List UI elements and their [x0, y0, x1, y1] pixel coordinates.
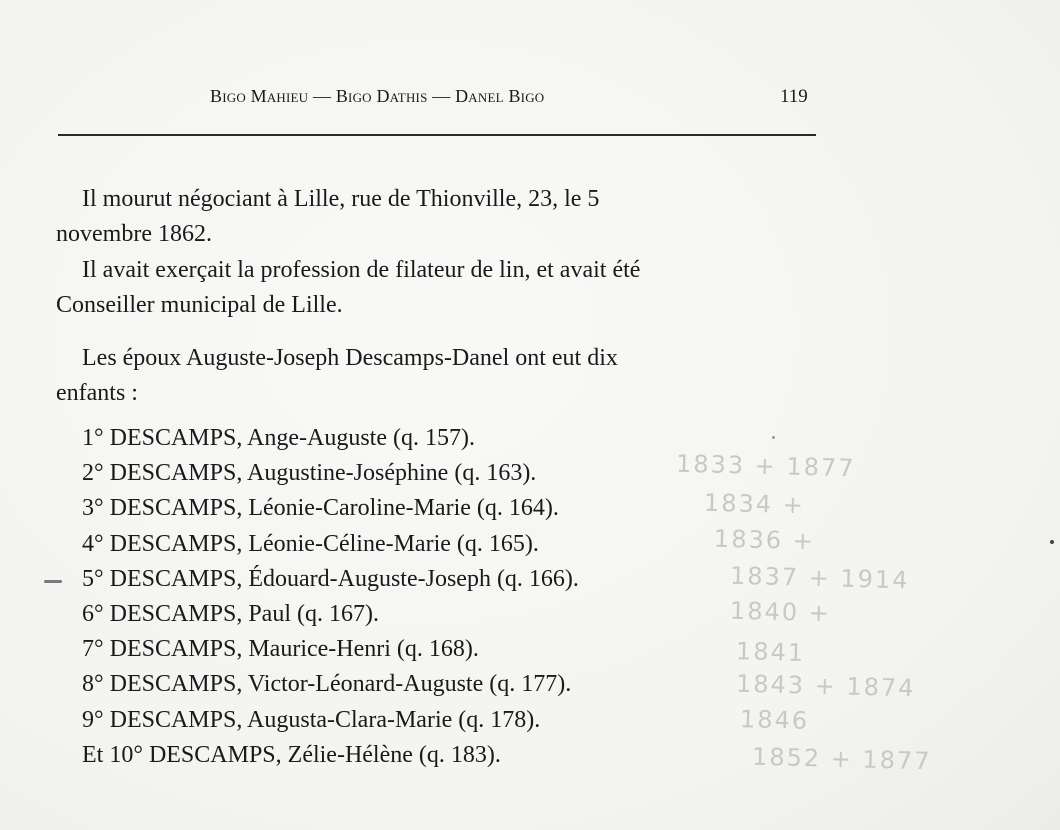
child-number: 6°: [82, 600, 104, 627]
child-number: 7°: [82, 636, 104, 663]
child-number: 4°: [82, 530, 104, 557]
children-list: [82, 421, 579, 773]
child-surname: DESCAMPS: [148, 741, 276, 768]
margin-note: 1836 +: [713, 524, 816, 556]
child-number: 1°: [82, 425, 104, 451]
ink-speck: [1050, 540, 1054, 544]
margin-note: 1833 + 1877: [675, 449, 856, 483]
child-number: 2°: [82, 460, 104, 487]
child-given-names: Édouard-Auguste-Joseph (q. 166).: [248, 565, 579, 592]
child-surname: DESCAMPS: [109, 530, 237, 557]
paragraph-line: Conseiller municipal de Lille.: [56, 292, 343, 318]
header-rule: [58, 134, 816, 136]
margin-note: 1840 +: [729, 596, 832, 628]
list-item: 5° DESCAMPS, Édouard-Auguste-Joseph (q. 166).: [82, 565, 579, 592]
child-number: Et 10°: [82, 741, 143, 768]
list-item: 4° DESCAMPS, Léonie-Céline-Marie (q. 165).: [82, 530, 539, 557]
list-item: Et 10° DESCAMPS, Zélie-Hélène (q. 183).: [82, 741, 501, 768]
list-item: 8° DESCAMPS, Victor-Léonard-Auguste (q. 177).: [82, 671, 572, 698]
running-title: Bigo Mahieu — Bigo Dathis — Danel Bigo: [210, 86, 545, 106]
child-given-names: Maurice-Henri (q. 168).: [248, 636, 479, 663]
child-given-names: Ange-Auguste (q. 157).: [247, 425, 475, 451]
child-surname: DESCAMPS: [109, 565, 237, 592]
child-given-names: Paul (q. 167).: [248, 600, 379, 627]
child-surname: DESCAMPS: [109, 460, 237, 487]
list-item: 9° DESCAMPS, Augusta-Clara-Marie (q. 178).: [82, 706, 541, 733]
margin-dash-mark: [44, 580, 62, 583]
child-surname: DESCAMPS: [109, 706, 237, 733]
paragraph-line: Il avait exerçait la profession de filateur de lin, et avait été: [82, 257, 641, 283]
list-item: 7° DESCAMPS, Maurice-Henri (q. 168).: [82, 636, 479, 663]
paragraph-line: enfants :: [56, 380, 138, 406]
child-surname: DESCAMPS: [109, 425, 237, 451]
child-number: 8°: [82, 671, 104, 698]
child-number: 3°: [82, 495, 104, 522]
child-surname: DESCAMPS: [109, 600, 237, 627]
child-surname: DESCAMPS: [109, 495, 237, 522]
child-given-names: Augustine-Joséphine (q. 163).: [247, 460, 537, 487]
margin-note: 1841: [735, 637, 806, 667]
page-number: 119: [780, 86, 808, 107]
paragraph-line: Les époux Auguste-Joseph Descamps-Danel ont eut dix: [82, 345, 618, 371]
margin-note: 1852 + 1877: [751, 742, 932, 776]
margin-note: 1843 + 1874: [735, 669, 916, 703]
paragraph-line: novembre 1862.: [56, 221, 212, 247]
list-item: 6° DESCAMPS, Paul (q. 167).: [82, 600, 379, 627]
child-given-names: Léonie-Caroline-Marie (q. 164).: [248, 495, 559, 522]
paragraph-line: Il mourut négociant à Lille, rue de Thionville, 23, le 5: [82, 186, 600, 212]
child-given-names: Léonie-Céline-Marie (q. 165).: [248, 530, 539, 557]
child-surname: DESCAMPS: [109, 636, 237, 663]
list-item: 2° DESCAMPS, Augustine-Joséphine (q. 163).: [82, 460, 537, 487]
child-given-names: Victor-Léonard-Auguste (q. 177).: [247, 671, 572, 698]
child-number: 9°: [82, 706, 104, 733]
child-number: 5°: [82, 565, 104, 592]
paragraph-death: [56, 182, 816, 252]
child-given-names: Augusta-Clara-Marie (q. 178).: [247, 706, 541, 733]
margin-note: 1846: [739, 705, 810, 735]
paragraph-profession: [56, 253, 816, 323]
ink-speck: [772, 436, 775, 439]
paragraph-children-intro: [56, 341, 816, 411]
margin-note: 1834 +: [703, 488, 806, 520]
child-given-names: Zélie-Hélène (q. 183).: [287, 741, 501, 768]
child-surname: DESCAMPS: [109, 671, 237, 698]
list-item: 3° DESCAMPS, Léonie-Caroline-Marie (q. 164).: [82, 495, 559, 522]
margin-note: 1837 + 1914: [729, 561, 910, 595]
list-item: 1° DESCAMPS, Ange-Auguste (q. 157).: [82, 425, 475, 451]
